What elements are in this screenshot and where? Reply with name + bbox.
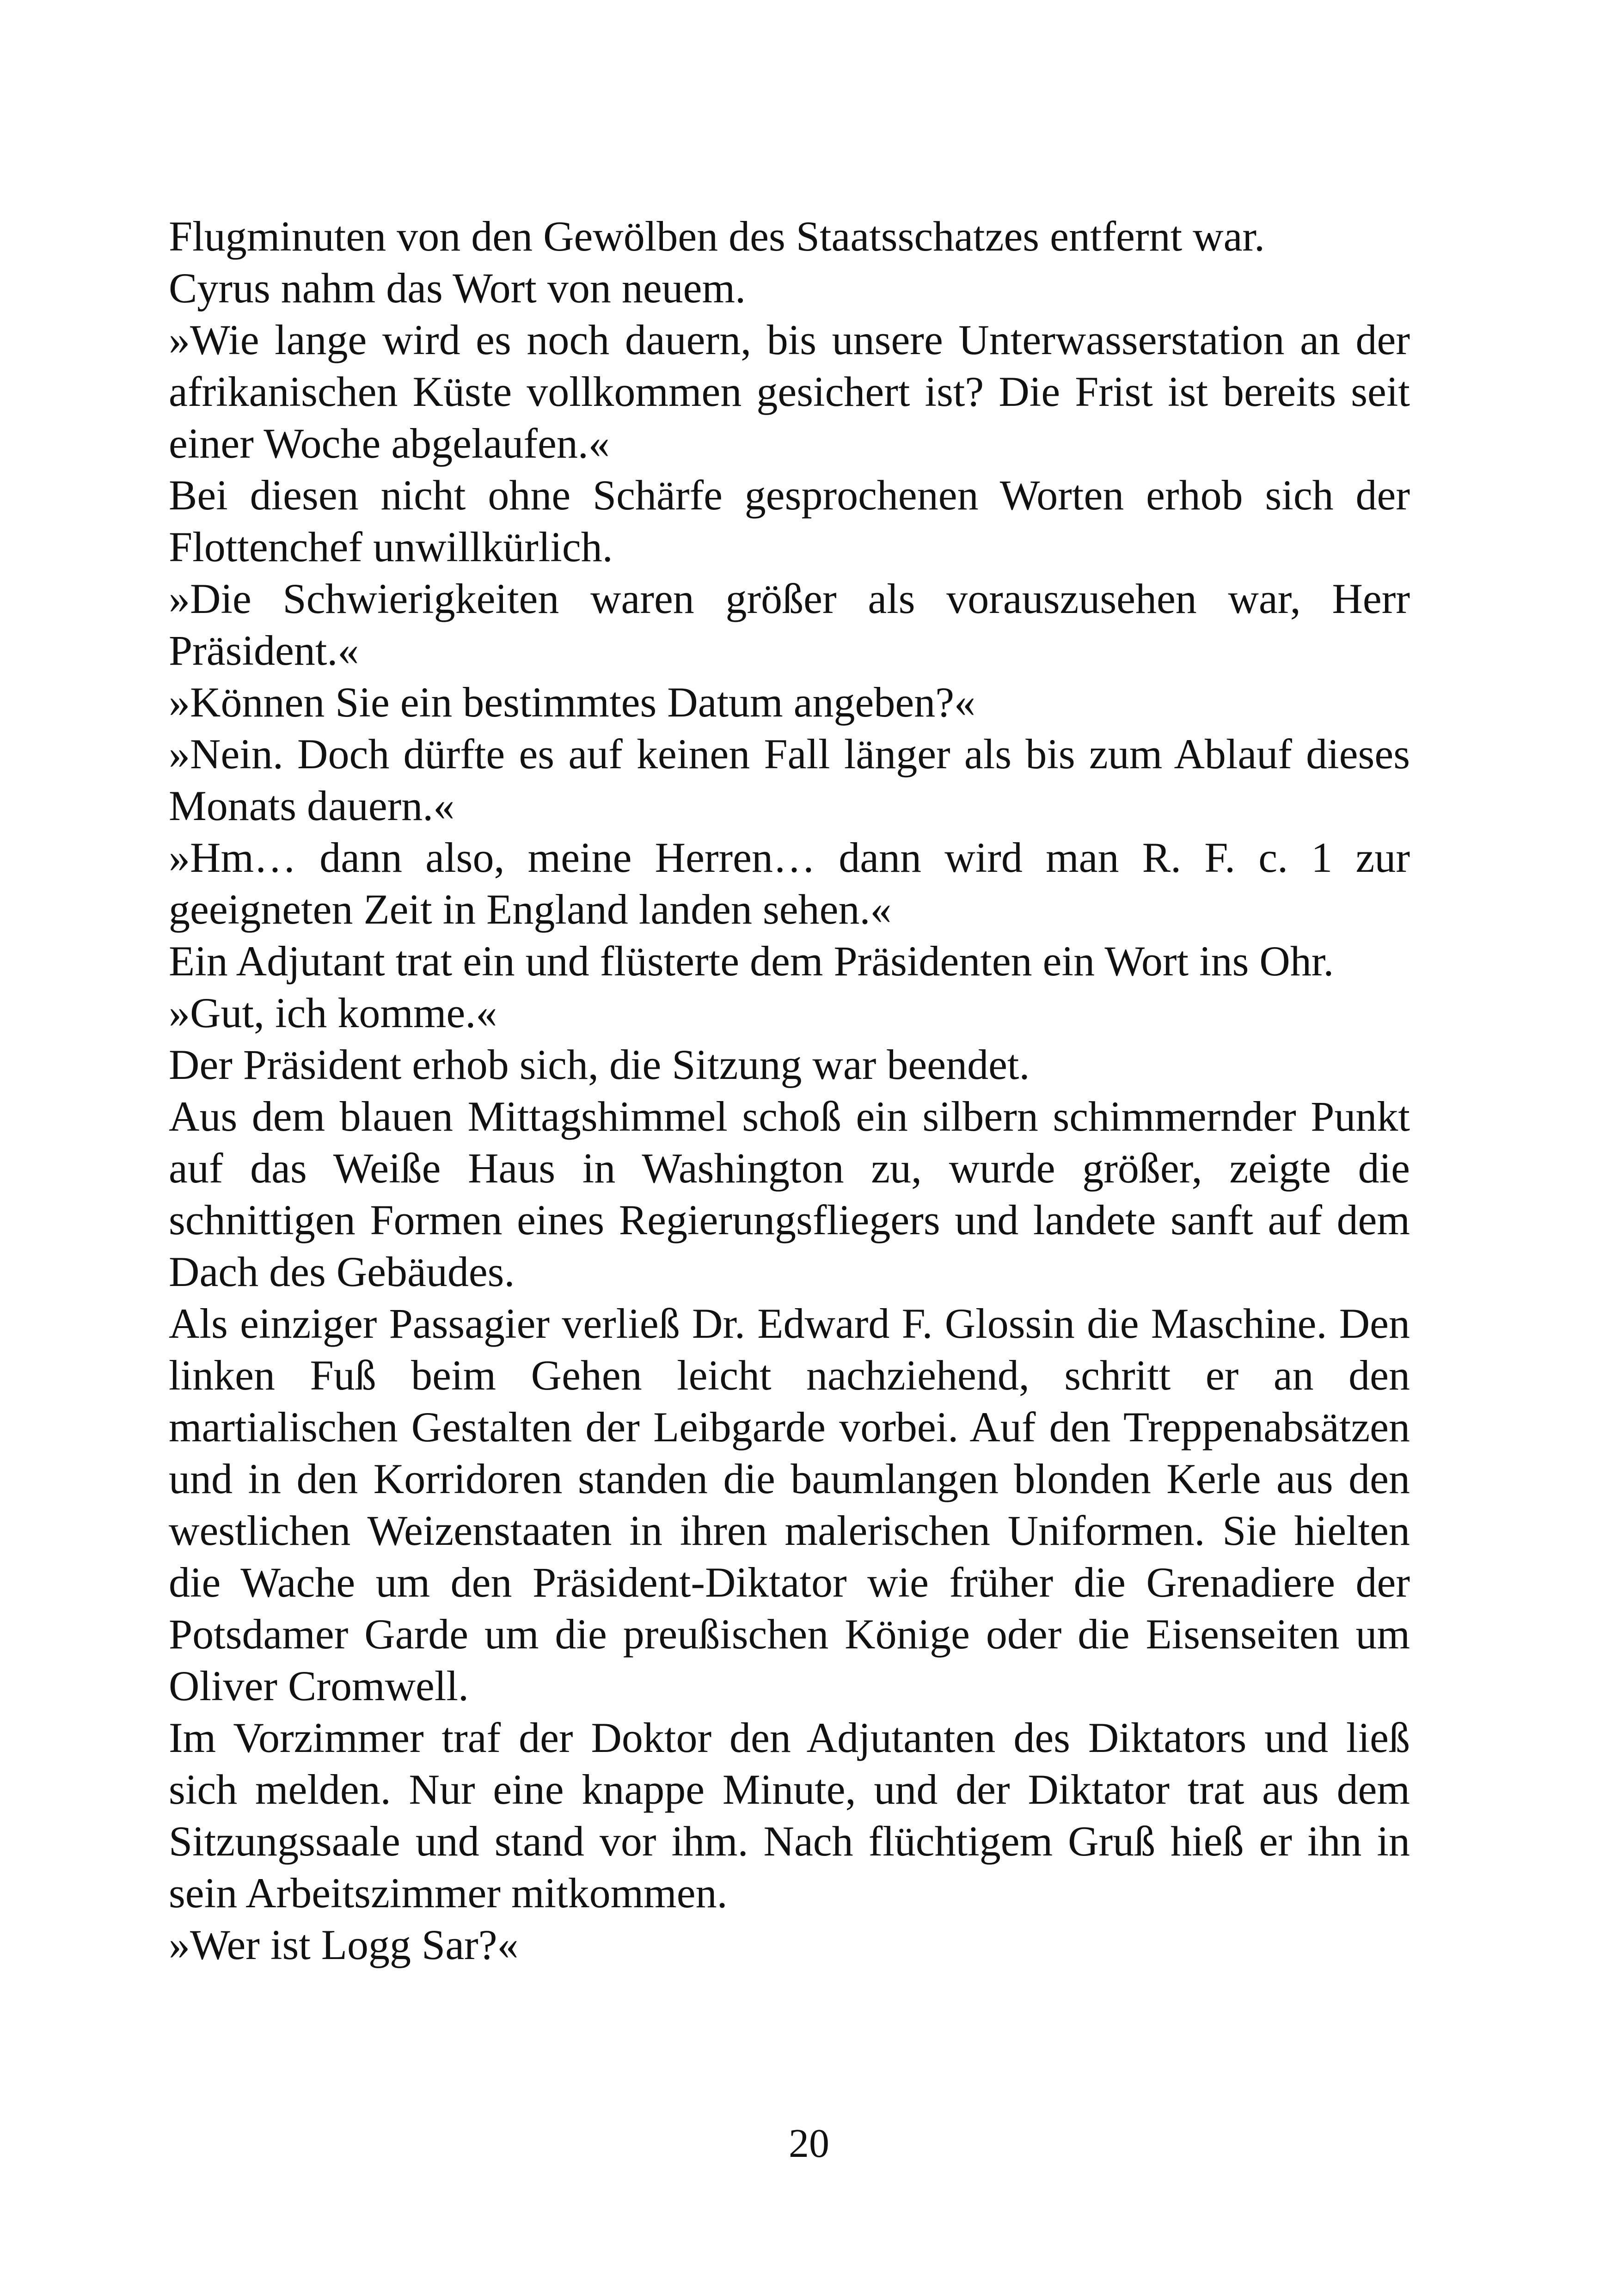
paragraph: »Nein. Doch dürfte es auf keinen Fall länger als bis zum Ablauf dieses Monats dauern.« (169, 730, 1410, 829)
paragraph: Bei diesen nicht ohne Schärfe gesprochenen Worten erhob sich der Flottenchef unwillkürlich. (169, 471, 1410, 570)
paragraph: Im Vorzimmer traf der Doktor den Adjutanten des Diktators und ließ sich melden. Nur eine knappe Minute, und der Diktator trat aus dem Sitzungssaale und stand vor ihm. Nach flüchtigem Gruß hieß er ihn in sein Arbeitszimmer mitkommen. (169, 1714, 1410, 1916)
page-number: 20 (789, 2121, 829, 2166)
paragraph: »Wie lange wird es noch dauern, bis unsere Unterwasserstation an der afrikanischen Küste vollkommen gesichert ist? Die Frist ist bereits seit einer Woche abgelaufen.« (169, 316, 1410, 467)
paragraph: Flugminuten von den Gewölben des Staatsschatzes entfernt war. (169, 213, 1265, 260)
paragraph: Ein Adjutant trat ein und flüsterte dem Präsidenten ein Wort ins Ohr. (169, 937, 1334, 985)
body-text (169, 210, 1410, 1971)
paragraph: »Hm… dann also, meine Herren… dann wird man R. F. c. 1 zur geeigneten Zeit in England landen sehen.« (169, 834, 1410, 933)
paragraph: Der Präsident erhob sich, die Sitzung war beendet. (169, 1041, 1030, 1088)
paragraph: »Können Sie ein bestimmtes Datum angeben?« (169, 679, 976, 726)
paragraph: »Gut, ich komme.« (169, 989, 497, 1036)
paragraph: Cyrus nahm das Wort von neuem. (169, 264, 746, 312)
paragraph: »Die Schwierigkeiten waren größer als vorauszusehen war, Herr Präsident.« (169, 575, 1410, 674)
paragraph: »Wer ist Logg Sar?« (169, 1921, 519, 1968)
paragraph: Als einziger Passagier verließ Dr. Edward F. Glossin die Maschine. Den linken Fuß beim Gehen leicht nachziehend, schritt er an den martialischen Gestalten der Leibgarde vorbei. Auf den Treppenabsätzen und in den Korridoren standen die baumlangen blonden Kerle aus den westlichen Weizenstaaten in ihren malerischen Uniformen. Sie hielten die Wache um den Präsident-Diktator wie früher die Grenadiere der Potsdamer Garde um die preußischen Könige oder die Eisenseiten um Oliver Cromwell. (169, 1300, 1410, 1709)
paragraph: Aus dem blauen Mittagshimmel schoß ein silbern schimmernder Punkt auf das Weiße Haus in Washington zu, wurde größer, zeigte die schnittigen Formen eines Regierungsfliegers und landete sanft auf dem Dach des Gebäudes. (169, 1093, 1410, 1295)
